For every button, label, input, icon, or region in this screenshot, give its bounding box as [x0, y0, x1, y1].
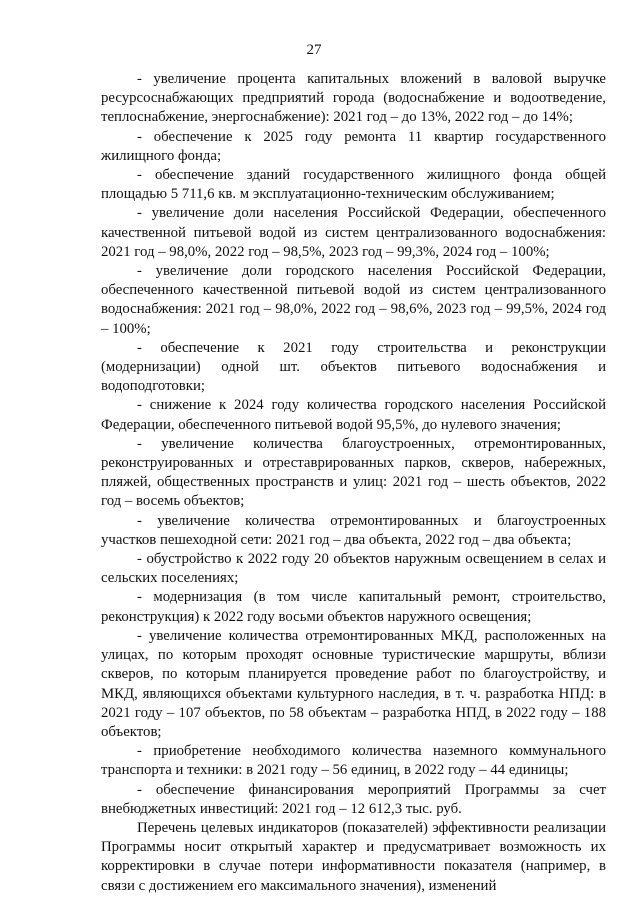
- paragraph-apartment-repair: - обеспечение к 2025 году ремонта 11 квартир государственного жилищного фонда;: [101, 128, 606, 164]
- paragraph-indicators-list: Перечень целевых индикаторов (показателей) эффективности реализации Программы носит открытый характер и предусматривает возможность их корректировки в случае потери информативности показателя (например, в связи с достижением его максимального значения), изменений: [101, 819, 606, 894]
- paragraph-water-facilities: - обеспечение к 2021 году строительства и реконструкции (модернизации) одной шт. объектов питьевого водоснабжения и водоподготовки;: [101, 339, 606, 395]
- paragraph-lighting-modernization: - модернизация (в том числе капитальный ремонт, строительство, реконструкция) к 2022 году восьми объектов наружного освещения;: [101, 589, 606, 625]
- paragraph-drinking-water-population: - увеличение доли населения Российской Федерации, обеспеченного качественной питьевой водой из систем централизованного водоснабжения: 2021 год – 98,0%, 2022 год – 98,5%, 2023 год – 99,3%, 2024 год – 100%;: [101, 205, 606, 260]
- paragraph-urban-population-reduction: - снижение к 2024 году количества городского населения Российской Федерации, обеспеченного питьевой водой 95,5%, до нулевого значения;: [101, 397, 606, 433]
- page-number: 27: [306, 42, 322, 58]
- paragraph-parks-squares: - увеличение количества благоустроенных, отремонтированных, реконструированных и отреставрированных парков, скверов, набережных, пляжей, общественных пространств и улиц: 2021 год – шесть объектов, 2022 год – восемь объектов;: [101, 435, 606, 510]
- paragraph-municipal-transport: - приобретение необходимого количества наземного коммунального транспорта и техники: в 2021 году – 56 единиц, в 2022 году – 44 единицы;: [101, 743, 606, 779]
- paragraph-capital-investments: - увеличение процента капитальных вложений в валовой выручке ресурсоснабжающих предприятий города (водоснабжение и водоотведение, теплоснабжение, энергоснабжение): 2021 год – до 13%, 2022 год – до 14%;: [101, 71, 606, 126]
- paragraph-pedestrian-network: - увеличение количества отремонтированных и благоустроенных участков пешеходной сети: 2021 год – два объекта, 2022 год – два объекта;: [101, 512, 606, 548]
- paragraph-mkd-repair: - увеличение количества отремонтированных МКД, расположенных на улицах, по которым проходят основные туристические маршруты, вблизи скверов, по которым планируется проведение работ по благоустройству, и МКД, являющихся объектами культурного наследия, в т. ч. разработка НПД: в 2021 году – 107 объектов, по 58 объектам – разработка НПД, в 2022 году – 188 объектов;: [101, 627, 606, 740]
- document-body: [101, 70, 606, 896]
- paragraph-financing: - обеспечение финансирования мероприятий Программы за счет внебюджетных инвестиций: 2021 год – 12 612,3 тыс. руб.: [101, 781, 606, 817]
- paragraph-rural-lighting: - обустройство к 2022 году 20 объектов наружным освещением в селах и сельских поселениях;: [101, 551, 606, 587]
- paragraph-drinking-water-urban: - увеличение доли городского населения Российской Федерации, обеспеченного качественной питьевой водой из систем централизованного водоснабжения: 2021 год – 98,0%, 2022 год – 98,6%, 2023 год – 99,5%, 2024 год – 100%;: [101, 263, 606, 337]
- paragraph-building-maintenance: - обеспечение зданий государственного жилищного фонда общей площадью 5 711,6 кв. м эксплуатационно-техническим обслуживанием;: [101, 167, 606, 203]
